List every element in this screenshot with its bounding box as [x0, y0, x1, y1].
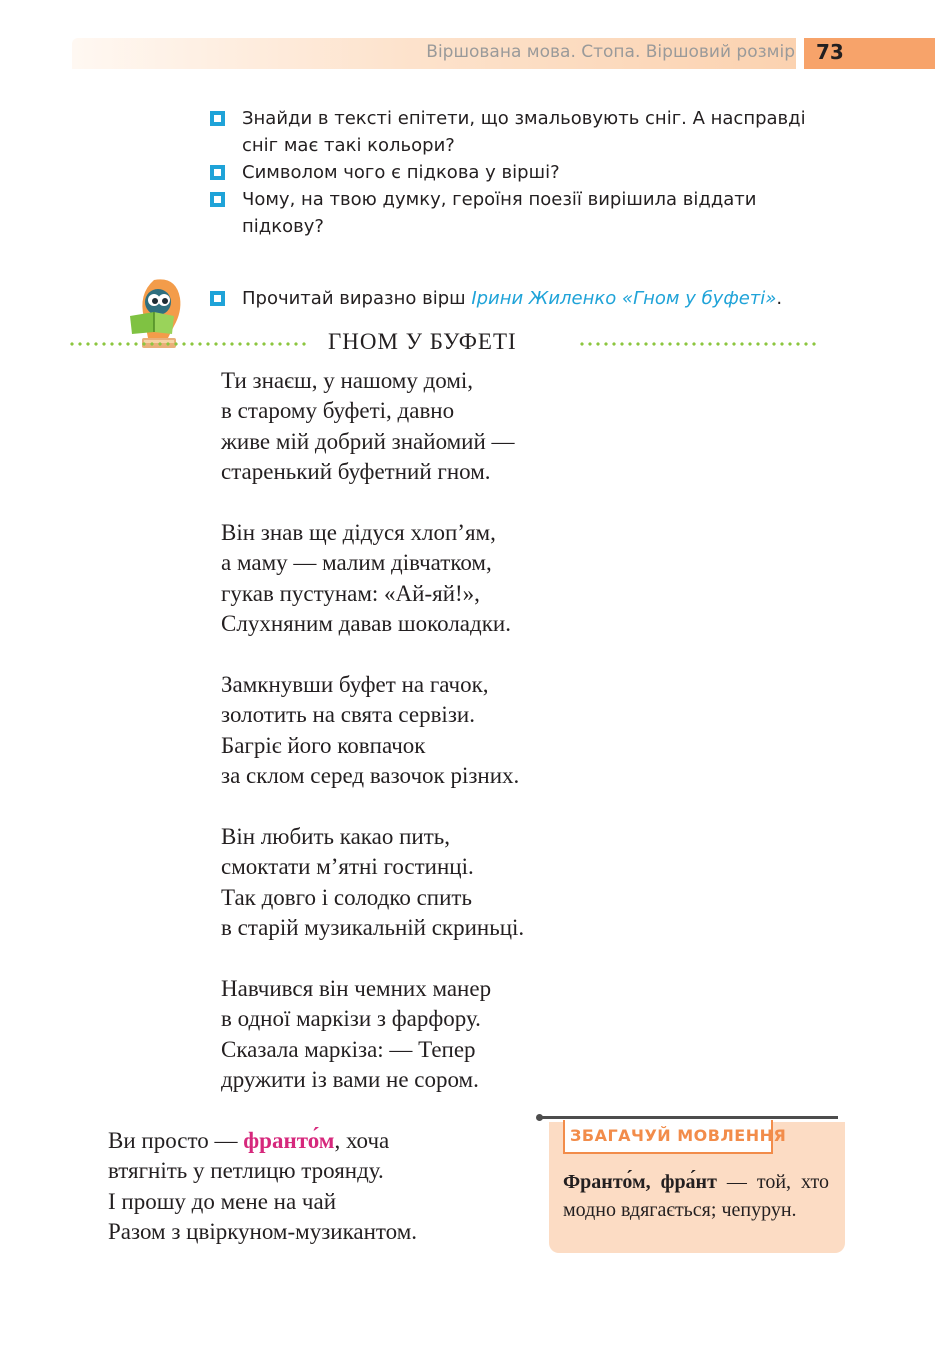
poem-line: дружити із вами не сором.	[221, 1067, 479, 1093]
instruction-item	[210, 285, 850, 312]
vocab-definition-text: — той, хто модно вдягається; чепурун.	[563, 1171, 829, 1221]
vocab-pin-rule	[538, 1116, 838, 1119]
stanza	[221, 366, 524, 488]
poem-line: Так довго і солодко спить	[221, 884, 472, 910]
poem-line	[108, 1126, 417, 1156]
question-list	[210, 105, 830, 240]
square-bullet-icon	[210, 291, 225, 306]
poem-line: в старому буфеті, давно	[221, 398, 455, 424]
dotted-divider-left	[68, 342, 308, 346]
highlighted-word: франто́м	[243, 1128, 335, 1153]
stanza	[221, 822, 524, 944]
poem-line: Він знав ще дідуся хлоп’ям,	[221, 520, 496, 546]
stanza-last	[108, 1126, 417, 1248]
poem-line: Сказала маркіза: — Тепер	[221, 1036, 476, 1062]
question-text: Символом чого є підкова у вірші?	[242, 162, 560, 183]
poem-line: Слухняним давав шоколадки.	[221, 611, 511, 637]
instruction-end: .	[776, 288, 783, 309]
page-number: 73	[816, 40, 844, 64]
poem-line: а маму — малим дівчатком,	[221, 550, 492, 576]
question-text: Чому, на твою думку, героїня поезії вирішила віддати підкову?	[242, 189, 757, 237]
question-item	[210, 105, 830, 159]
instruction-text: Прочитай виразно вірш	[242, 288, 472, 309]
poem-line: гукав пустунам: «Ай-яй!»,	[221, 580, 480, 606]
square-bullet-icon	[210, 111, 225, 126]
stanza	[221, 974, 524, 1096]
poem-line: втягніть у петлицю троянду.	[108, 1158, 384, 1184]
poem-line: Ти знаєш, у нашому домі,	[221, 368, 474, 393]
vocab-badge-label: ЗБАГАЧУЙ МОВЛЕННЯ	[570, 1126, 787, 1145]
poem-author-link: Ірини Жиленко «Гном у буфеті»	[471, 288, 777, 309]
poem-line: золотить на свята сервізи.	[221, 702, 475, 728]
square-bullet-icon	[210, 165, 225, 180]
poem-line: І прошу до мене на чай	[108, 1188, 337, 1214]
square-bullet-icon	[210, 192, 225, 207]
question-item	[210, 159, 830, 186]
reading-gnome-icon	[124, 272, 190, 352]
poem-line: живе мій добрий знайомий —	[221, 428, 515, 454]
poem-line-part: Ви просто —	[108, 1128, 244, 1153]
poem-line: Він любить какао пить,	[221, 824, 450, 850]
poem-line: Багріє його ковпачок	[221, 732, 426, 758]
stanza	[221, 518, 524, 640]
poem-line: Навчився він чемних манер	[221, 976, 492, 1002]
poem-title: ГНОМ У БУФЕТІ	[328, 329, 517, 354]
poem-body	[221, 366, 524, 1126]
running-header-title: Віршована мова. Стопа. Віршовий розмір	[426, 42, 795, 62]
poem-line: Разом з цвіркуном-музикантом.	[108, 1219, 418, 1245]
poem-line: в старій музикальній скриньці.	[221, 915, 525, 941]
poem-line: Замкнувши буфет на гачок,	[221, 672, 489, 698]
question-text: Знайди в тексті епітети, що змальовують сніг. А насправді сніг має такі кольори?	[242, 108, 806, 156]
poem-line: в одної маркізи з фарфору.	[221, 1006, 481, 1032]
poem-line: старенький буфетний гном.	[221, 459, 491, 485]
vocab-definition	[563, 1168, 829, 1224]
dotted-divider-right	[578, 342, 818, 346]
question-item	[210, 186, 830, 240]
poem-line: смоктати м’ятні гостинці.	[221, 854, 474, 880]
poem-line: за склом серед вазочок різних.	[221, 763, 520, 789]
vocab-term: Франто́м, фра́нт	[563, 1171, 717, 1193]
reading-instruction	[210, 285, 850, 312]
stanza	[221, 670, 524, 792]
poem-line-part: , хоча	[334, 1128, 390, 1153]
